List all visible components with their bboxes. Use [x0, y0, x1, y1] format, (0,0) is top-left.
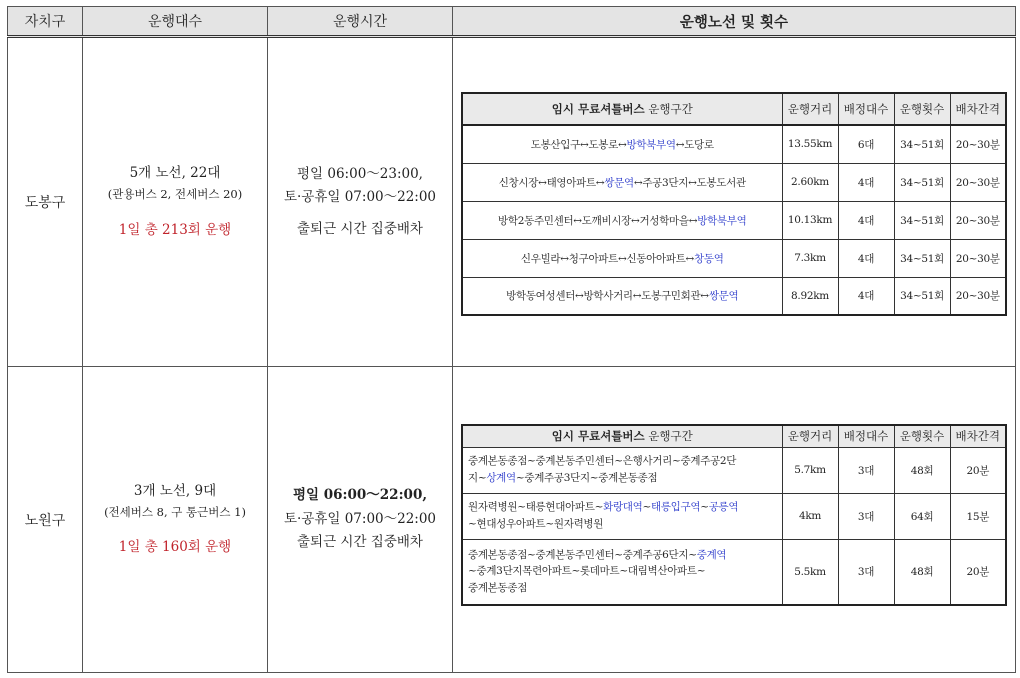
route-station: 공릉역	[708, 501, 739, 514]
inner-header-interval: 배차간격	[950, 425, 1006, 447]
route-buses: 6대	[838, 125, 894, 163]
count-nowon	[83, 367, 268, 673]
count-sub: (전세버스 8, 구 통근버스 1)	[104, 504, 246, 519]
route-interval: 20~30분	[950, 239, 1006, 277]
route-buses: 3대	[838, 539, 894, 605]
route-interval: 20~30분	[950, 277, 1006, 315]
route-part: 원자력병원~태릉현대아파트~	[468, 501, 604, 514]
route-buses: 4대	[838, 277, 894, 315]
district-nowon: 노원구	[8, 367, 83, 673]
route-table-dobong	[461, 92, 1007, 316]
hours-dobong	[268, 37, 453, 367]
route-part: ↔도당로	[675, 138, 714, 151]
route-runs: 34~51회	[894, 239, 950, 277]
header-routes: 운행노선 및 횟수	[453, 7, 1016, 37]
route-line: 중계본동종점~중계본동주민센터~은행사거리~중계주공2단	[468, 455, 737, 468]
inner-header-buses: 배정대수	[838, 93, 894, 125]
route-part: 도봉산입구↔도봉로↔	[530, 138, 627, 151]
route-distance: 8.92km	[782, 277, 838, 315]
section-rest: 운행구간	[644, 429, 693, 444]
route-buses: 4대	[838, 239, 894, 277]
route-line	[468, 499, 777, 516]
count-line: 5개 노선, 22대	[129, 165, 221, 182]
total-runs: 1일 총 213회 운행	[118, 221, 232, 238]
route-line	[468, 470, 777, 487]
route-station: 방학북부역	[697, 214, 747, 227]
route-part: ~	[700, 501, 709, 514]
weekday-hours: 평일 06:00～22:00,	[292, 487, 428, 504]
route-section	[462, 239, 782, 277]
count-line: 3개 노선, 9대	[133, 482, 217, 499]
route-line: ~중계3단지목련아파트~롯데마트~대림벽산아파트~	[468, 565, 706, 578]
header-hours: 운행시간	[268, 7, 453, 37]
table-row	[462, 277, 1006, 315]
route-distance: 13.55km	[782, 125, 838, 163]
weekend-hours: 토·공휴일 07:00～22:00	[283, 510, 437, 527]
route-distance: 7.3km	[782, 239, 838, 277]
route-distance: 4km	[782, 493, 838, 539]
route-runs: 48회	[894, 539, 950, 605]
header-buses: 운행대수	[83, 7, 268, 37]
route-part: ↔주공3단지↔도봉도서관	[633, 176, 746, 189]
route-section	[462, 277, 782, 315]
route-interval: 20~30분	[950, 201, 1006, 239]
inner-header-distance: 운행거리	[782, 425, 838, 447]
hours-nowon	[268, 367, 453, 673]
row-nowon	[8, 367, 1016, 673]
table-row	[462, 201, 1006, 239]
route-buses: 3대	[838, 493, 894, 539]
route-interval: 20분	[950, 447, 1006, 493]
route-section	[462, 493, 782, 539]
route-part: ~	[642, 501, 651, 514]
routes-nowon	[453, 367, 1016, 673]
rush-note: 출퇴근 시간 집중배차	[297, 534, 423, 551]
route-part: 신창시장↔태영아파트↔	[498, 176, 605, 189]
route-station: 상계역	[486, 472, 516, 484]
route-station: 쌍문역	[708, 290, 739, 303]
row-dobong	[8, 37, 1016, 367]
route-runs: 64회	[894, 493, 950, 539]
route-line: ~현대성우아파트~원자력병원	[468, 518, 604, 530]
route-buses: 3대	[838, 447, 894, 493]
route-station: 중계역	[696, 548, 727, 561]
route-part: 방학2동주민센터↔도깨비시장↔거성학마을↔	[498, 214, 698, 227]
route-runs: 34~51회	[894, 163, 950, 201]
table-row	[462, 163, 1006, 201]
count-sub: (관용버스 2, 전세버스 20)	[107, 187, 243, 202]
shuttle-table	[7, 6, 1016, 673]
route-part: 방학동여성센터↔방학사거리↔도봉구민회관↔	[506, 290, 709, 303]
route-buses: 4대	[838, 163, 894, 201]
header-district: 자치구	[8, 7, 83, 37]
route-station: 태릉입구역	[651, 501, 701, 514]
section-bold: 임시 무료셔틀버스	[551, 429, 645, 444]
route-runs: 34~51회	[894, 277, 950, 315]
route-section	[462, 125, 782, 163]
table-row	[462, 539, 1006, 605]
rush-note: 출퇴근 시간 집중배차	[297, 220, 423, 237]
inner-header-interval: 배차간격	[950, 93, 1006, 125]
route-table-nowon	[461, 424, 1007, 606]
table-row	[462, 447, 1006, 493]
route-interval: 20~30분	[950, 125, 1006, 163]
inner-header-section	[462, 425, 782, 447]
route-distance: 2.60km	[782, 163, 838, 201]
route-section	[462, 163, 782, 201]
route-section	[462, 539, 782, 605]
inner-header-runs: 운행횟수	[894, 425, 950, 447]
route-runs: 34~51회	[894, 125, 950, 163]
route-distance: 5.5km	[782, 539, 838, 605]
route-interval: 20분	[950, 539, 1006, 605]
route-line	[468, 547, 777, 564]
route-part: 지~	[468, 472, 487, 484]
section-bold: 임시 무료셔틀버스	[551, 102, 645, 116]
route-station: 쌍문역	[604, 176, 634, 189]
route-station: 화랑대역	[603, 501, 643, 514]
route-station: 방학북부역	[626, 138, 676, 151]
district-dobong: 도봉구	[8, 37, 83, 367]
route-part: 중계본동종점~중계본동주민센터~중계주공6단지~	[468, 548, 697, 561]
route-interval: 15분	[950, 493, 1006, 539]
route-distance: 5.7km	[782, 447, 838, 493]
inner-header-runs: 운행횟수	[894, 93, 950, 125]
table-row	[462, 125, 1006, 163]
inner-header-row	[462, 93, 1006, 125]
route-distance: 10.13km	[782, 201, 838, 239]
table-row	[462, 493, 1006, 539]
weekday-hours: 평일 06:00～23:00,	[297, 165, 423, 182]
routes-dobong	[453, 37, 1016, 367]
route-line: 중계본동종점	[468, 582, 528, 595]
route-section	[462, 201, 782, 239]
route-runs: 48회	[894, 447, 950, 493]
section-rest: 운행구간	[644, 102, 693, 116]
route-station: 창동역	[694, 252, 724, 265]
route-section	[462, 447, 782, 493]
inner-header-section	[462, 93, 782, 125]
route-runs: 34~51회	[894, 201, 950, 239]
route-interval: 20~30분	[950, 163, 1006, 201]
weekend-hours: 토·공휴일 07:00～22:00	[283, 189, 437, 206]
total-runs: 1일 총 160회 운행	[118, 539, 232, 556]
route-part: ~중계주공3단지~중계본동종점	[515, 472, 658, 484]
inner-header-row	[462, 425, 1006, 447]
route-buses: 4대	[838, 201, 894, 239]
inner-header-distance: 운행거리	[782, 93, 838, 125]
count-dobong	[83, 37, 268, 367]
inner-header-buses: 배정대수	[838, 425, 894, 447]
route-part: 신우빌라↔청구아파트↔신동아아파트↔	[520, 252, 695, 265]
table-row	[462, 239, 1006, 277]
header-row	[8, 7, 1016, 37]
